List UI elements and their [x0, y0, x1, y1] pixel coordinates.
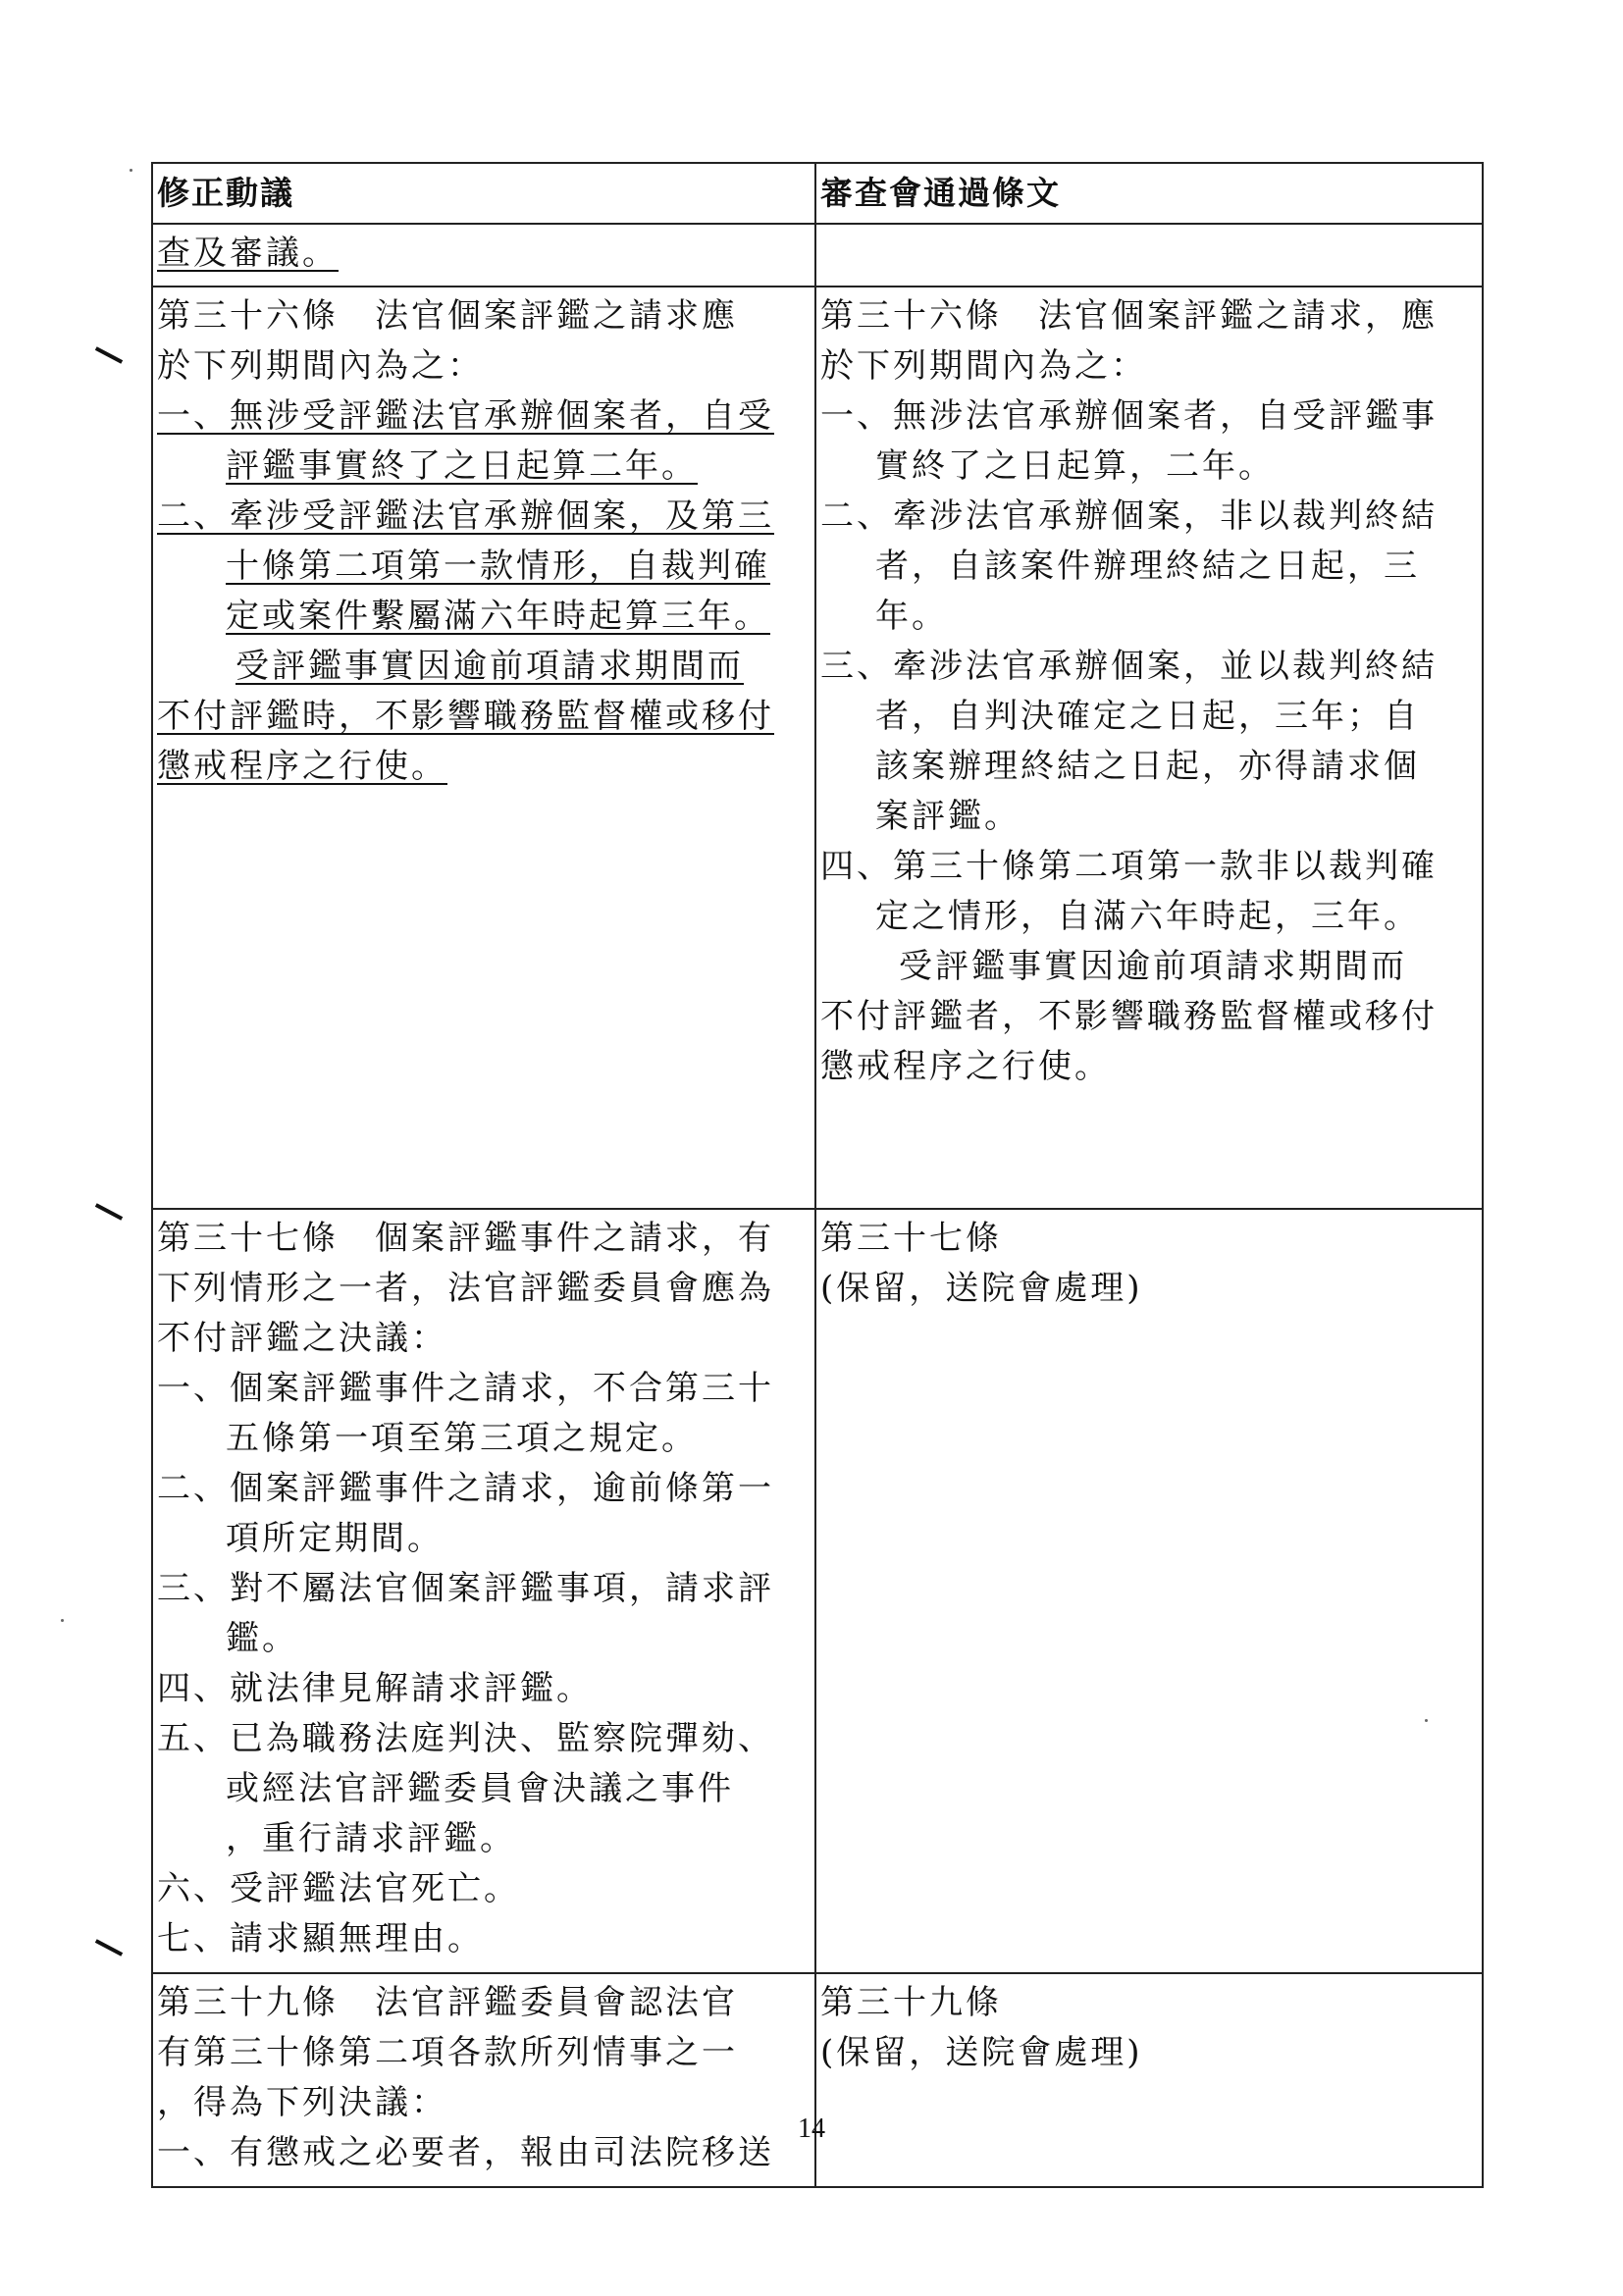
table-row-article-36: [152, 287, 1483, 1209]
text-line: 一、個案評鑑事件之請求，不合第三十: [157, 1369, 774, 1408]
text-line: 第三十九條 法官評鑑委員會認法官: [157, 1983, 738, 2022]
text-line: (保留，送院會處理): [820, 1269, 1143, 1308]
text-line: 或經法官評鑑委員會決議之事件: [226, 1769, 734, 1808]
text-line: 第三十九條: [820, 1983, 1002, 2022]
margin-tick-mark: [95, 1203, 123, 1221]
text-line: 該案辦理終結之日起，亦得請求個: [875, 747, 1420, 786]
text-line: 第三十六條 法官個案評鑑之請求應: [157, 296, 738, 336]
text-line: 於下列期間內為之：: [820, 346, 1147, 386]
text-line: 七、請求顯無理由。: [157, 1919, 484, 1958]
text-line: 者，自判決確定之日起，三年；自: [875, 697, 1420, 736]
table-row-article-39: [152, 1973, 1483, 2187]
text-line: ，得為下列決議：: [157, 2083, 447, 2122]
text-line: 第三十六條 法官個案評鑑之請求，應: [820, 296, 1438, 336]
text-line: 受評鑑事實因逾前項請求期間而: [899, 947, 1407, 986]
text-line: 二、牽涉法官承辦個案，非以裁判終結: [820, 496, 1438, 536]
comparison-table: [151, 162, 1484, 2188]
table-row: [152, 224, 1483, 287]
continued-text: 查及審議。: [157, 234, 339, 273]
text-line: 四、就法律見解請求評鑑。: [157, 1669, 593, 1708]
text-line: 項所定期間。: [226, 1519, 444, 1558]
text-line: 六、受評鑑法官死亡。: [157, 1869, 520, 1908]
cell-article-37-approved: [815, 1209, 1483, 1973]
text-line: 第三十七條: [820, 1219, 1002, 1258]
cell-article-39-motion: [152, 1973, 815, 2187]
text-line: 五、已為職務法庭判決、監察院彈劾、: [157, 1719, 774, 1758]
text-line: 案評鑑。: [875, 797, 1021, 836]
page-number: 14: [798, 2113, 825, 2144]
table-row-article-37: [152, 1209, 1483, 1973]
header-committee-approved: 審查會通過條文: [815, 163, 1483, 224]
text-line: 懲戒程序之行使。: [157, 747, 447, 786]
text-line: 年。: [875, 597, 948, 636]
text-line: 者，自該案件辦理終結之日起，三: [875, 547, 1420, 586]
cell-article-37-motion: [152, 1209, 815, 1973]
cell-continuation-right: [815, 224, 1483, 287]
text-line: 一、有懲戒之必要者，報由司法院移送: [157, 2133, 774, 2172]
text-line: 四、第三十條第二項第一款非以裁判確: [820, 847, 1438, 886]
text-line: 第三十七條 個案評鑑事件之請求，有: [157, 1219, 774, 1258]
text-line: 定之情形，自滿六年時起，三年。: [875, 897, 1420, 936]
scan-speck: [61, 1619, 64, 1622]
text-line: 下列情形之一者，法官評鑑委員會應為: [157, 1269, 774, 1308]
scan-speck: [130, 169, 132, 172]
header-amendment-motion: 修正動議: [152, 163, 815, 224]
text-line: 受評鑑事實因逾前項請求期間而: [236, 647, 744, 686]
text-line: 評鑑事實終了之日起算二年。: [226, 446, 698, 486]
text-line: 一、無涉受評鑑法官承辦個案者，自受: [157, 396, 774, 436]
table-header-row: [152, 163, 1483, 224]
text-line: 三、對不屬法官個案評鑑事項，請求評: [157, 1569, 774, 1608]
text-line: 二、個案評鑑事件之請求，逾前條第一: [157, 1469, 774, 1508]
text-line: 五條第一項至第三項之規定。: [226, 1419, 698, 1458]
text-line: 三、牽涉法官承辦個案，並以裁判終結: [820, 647, 1438, 686]
margin-tick-mark: [95, 1939, 123, 1957]
text-line: 不付評鑑之決議：: [157, 1319, 447, 1358]
text-line: 一、無涉法官承辦個案者，自受評鑑事: [820, 396, 1438, 436]
text-line: 不付評鑑時，不影響職務監督權或移付: [157, 697, 774, 736]
text-line: 鑑。: [226, 1619, 298, 1658]
text-line: 於下列期間內為之：: [157, 346, 484, 386]
text-line: (保留，送院會處理): [820, 2033, 1143, 2072]
text-line: 懲戒程序之行使。: [820, 1047, 1111, 1086]
text-line: 十條第二項第一款情形，自裁判確: [226, 547, 770, 586]
text-line: ，重行請求評鑑。: [226, 1819, 516, 1858]
text-line: 實終了之日起算，二年。: [875, 446, 1275, 486]
text-line: 定或案件繫屬滿六年時起算三年。: [226, 597, 770, 636]
text-line: 有第三十條第二項各款所列情事之一: [157, 2033, 738, 2072]
text-line: 二、牽涉受評鑑法官承辦個案，及第三: [157, 496, 774, 536]
cell-article-39-approved: [815, 1973, 1483, 2187]
cell-article-36-motion: [152, 287, 815, 1209]
cell-article-36-approved: [815, 287, 1483, 1209]
margin-tick-mark: [95, 346, 123, 364]
text-line: 不付評鑑者，不影響職務監督權或移付: [820, 997, 1438, 1036]
cell-continuation-left: [152, 224, 815, 287]
